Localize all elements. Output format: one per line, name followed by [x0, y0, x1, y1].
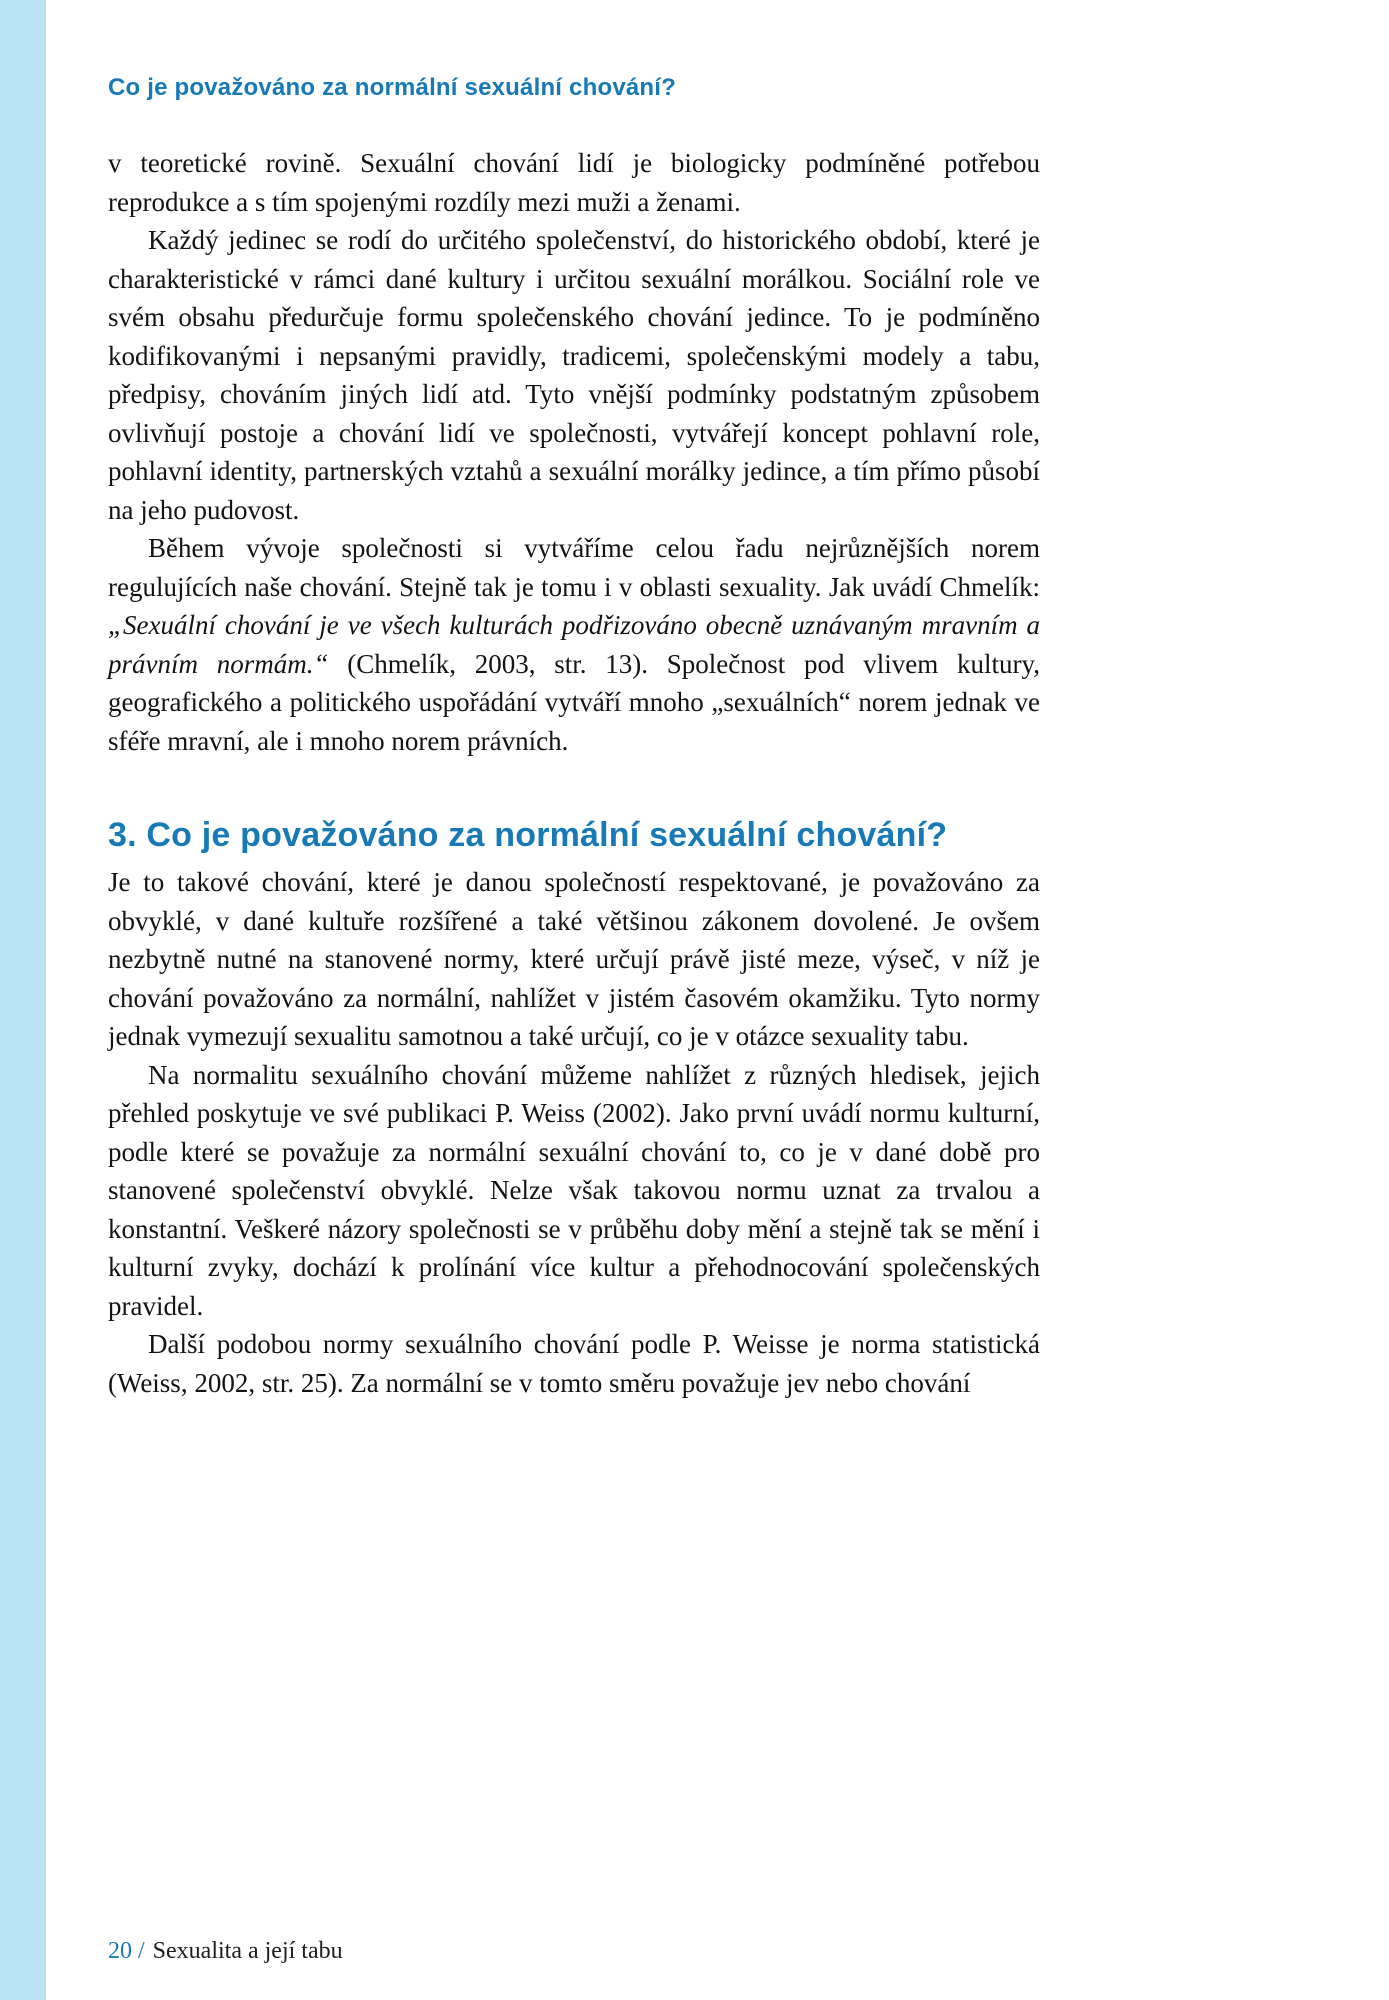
paragraph-lead-text: Během vývoje společnosti si vytváříme celou řadu nejrůznějších norem regulujících naše chování. Stejně tak je tomu i v oblasti sexuality. Jak uvádí Chmelík: — [108, 533, 1040, 602]
page-content — [108, 0, 1040, 1402]
quoted-citation-text: „Sexuální chování je ve všech kulturách podřizováno obecně uznávaným mravním a právním normám.“ — [108, 610, 1040, 679]
paragraph: Je to takové chování, které je danou společností respektované, je považováno za obvyklé, v dané kultuře rozšířené a také většinou zákonem dovolené. Je ovšem nezbytně nutné na stanovené normy, které určují právě jisté meze, výseč, v níž je chování považováno za normální, nahlížet v jistém časovém okamžiku. Tyto normy jednak vymezují sexualitu samotnou a také určují, co je v otázce sexuality tabu. — [108, 867, 1040, 1051]
paragraph-tail-text: (Chmelík, 2003, str. 13). Společnost pod vlivem kultury, geografického a politického uspořádání vytváří mnoho „sexuálních“ norem jednak ve sféře mravní, ale i mnoho norem právních. — [108, 648, 1040, 756]
paragraph: Další podobou normy sexuálního chování podle P. Weisse je norma statistická (Weiss, 2002, str. 25). Za normální se v tomto směru považuje jev nebo chování — [108, 1329, 1040, 1398]
paragraph: Každý jedinec se rodí do určitého společenství, do historického období, které je charakteristické v rámci dané kultury i určitou sexuální morálkou. Sociální role ve svém obsahu předurčuje formu společenského chování jedince. To je podmíněno kodifikovanými i nepsanými pravidly, tradicemi, společenskými modely a tabu, předpisy, chováním jiných lidí atd. Tyto vnější podmínky podstatným způsobem ovlivňují postoje a chování lidí ve společnosti, vytvářejí koncept pohlavní role, pohlavní identity, partnerských vztahů a sexuální morálky jedince, a tím přímo působí na jeho pudovost. — [108, 225, 1040, 525]
page-edge-strip — [0, 0, 46, 2000]
page-number: 20 / — [108, 1938, 145, 1964]
book-title: Sexualita a její tabu — [152, 1938, 343, 1964]
page-footer — [108, 1938, 343, 1965]
running-header: Co je považováno za normální sexuální chování? — [108, 74, 676, 101]
paragraph: Na normalitu sexuálního chování můžeme nahlížet z různých hledisek, jejich přehled poskytuje ve své publikaci P. Weiss (2002). Jako první uvádí normu kulturní, podle které se považuje za normální sexuální chování to, co je v dané době pro stanovené společenství obvyklé. Nelze však takovou normu uznat za trvalou a konstantní. Veškeré názory společnosti se v průběhu doby mění a stejně tak se mění i kulturní zvyky, dochází k prolínání více kultur a přehodnocování společenských pravidel. — [108, 1059, 1040, 1321]
paragraph-with-quote — [108, 529, 1040, 760]
section-heading: 3. Co je považováno za normální sexuální chování? — [108, 816, 948, 854]
paragraph-continuation: v teoretické rovině. Sexuální chování lidí je biologicky podmíněné potřebou reprodukce a s tím spojenými rozdíly mezi muži a ženami. — [108, 148, 1040, 217]
